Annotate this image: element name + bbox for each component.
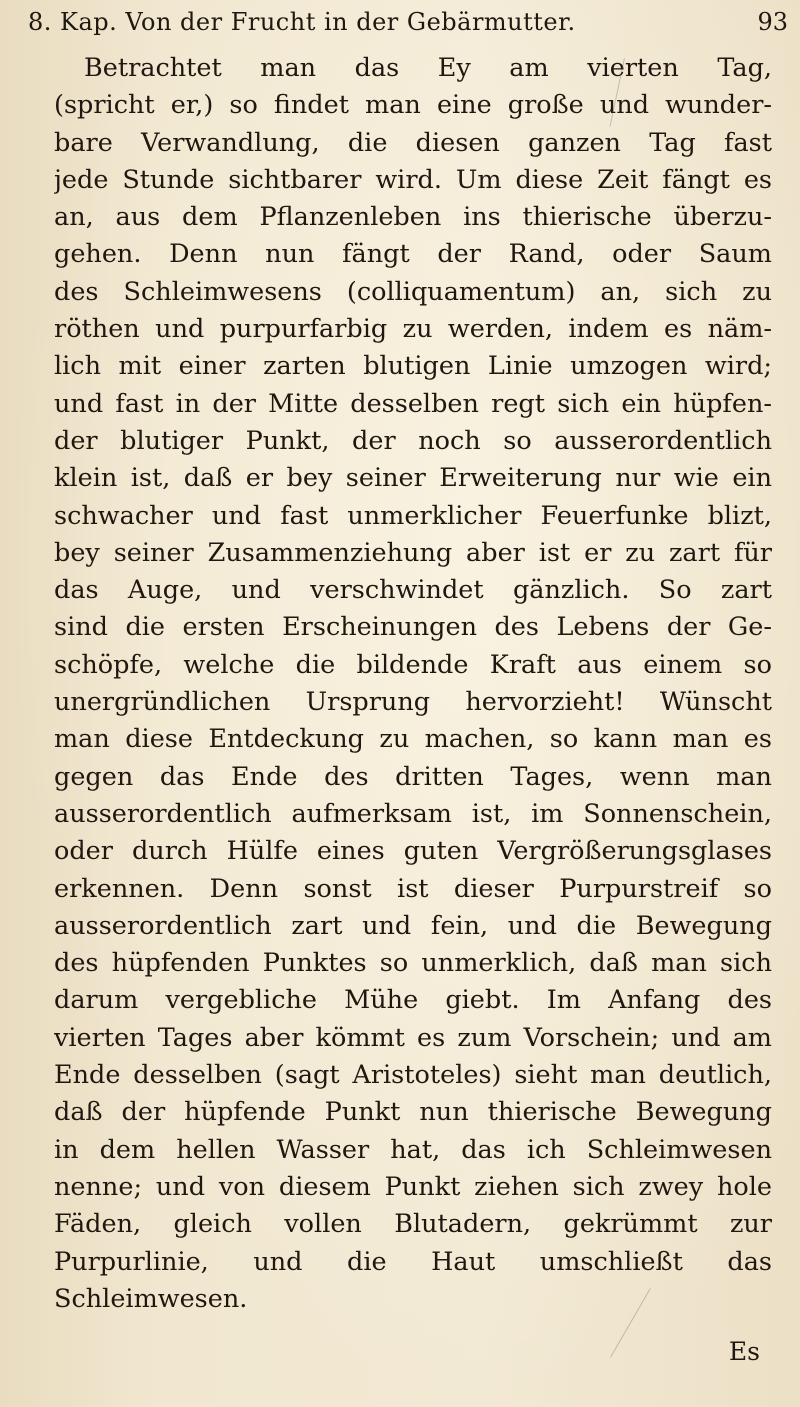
text-line: sind die ersten Erscheinungen des Lebens der Ge-	[54, 612, 772, 643]
text-line: lich mit einer zarten blutigen Linie umzogen wird;	[54, 351, 772, 382]
text-line: gehen. Denn nun fängt der Rand, oder Saum	[54, 239, 772, 270]
text-line: in dem hellen Wasser hat, das ich Schleimwesen	[54, 1134, 772, 1165]
text-line: Schleimwesen.	[54, 1283, 248, 1314]
text-line: vierten Tages aber kömmt es zum Vorschein; und am	[54, 1022, 772, 1053]
text-line: schöpfe, welche die bildende Kraft aus einem so	[54, 649, 772, 680]
text-line: das Auge, und verschwindet gänzlich. So zart	[54, 575, 772, 606]
page-header	[28, 8, 788, 42]
text-line: erkennen. Denn sonst ist dieser Purpurstreif so	[54, 873, 772, 904]
text-line: Purpurlinie, und die Haut umschließt das	[54, 1246, 772, 1277]
text-line: der blutiger Punkt, der noch so ausserordentlich	[54, 425, 772, 456]
text-line: daß der hüpfende Punkt nun thierische Bewegung	[54, 1097, 772, 1128]
text-line: ausserordentlich aufmerksam ist, im Sonnenschein,	[54, 798, 772, 829]
running-head: 8. Kap. Von der Frucht in der Gebärmutter.	[28, 8, 576, 36]
text-line: bey seiner Zusammenziehung aber ist er zu zart für	[54, 537, 772, 568]
text-line: (spricht er,) so findet man eine große und wunder-	[54, 90, 772, 121]
text-line: Ende desselben (sagt Aristoteles) sieht man deutlich,	[54, 1060, 772, 1091]
text-line: Betrachtet man das Ey am vierten Tag,	[84, 53, 772, 83]
catchword: Es	[728, 1337, 760, 1366]
page-number: 93	[757, 8, 788, 36]
text-line: bare Verwandlung, die diesen ganzen Tag fast	[54, 127, 772, 158]
text-line: röthen und purpurfarbig zu werden, indem es näm-	[54, 314, 772, 345]
text-line: oder durch Hülfe eines guten Vergrößerungsglases	[54, 836, 772, 867]
text-line: nenne; und von diesem Punkt ziehen sich zwey hole	[54, 1171, 772, 1202]
body-text	[54, 50, 772, 1318]
text-line: an, aus dem Pflanzenleben ins thierische überzu-	[54, 202, 772, 233]
text-line: des hüpfenden Punktes so unmerklich, daß man sich	[54, 948, 772, 979]
text-line: ausserordentlich zart und fein, und die Bewegung	[54, 910, 772, 941]
text-line: klein ist, daß er bey seiner Erweiterung nur wie ein	[54, 463, 772, 494]
text-line: darum vergebliche Mühe giebt. Im Anfang des	[54, 985, 772, 1016]
text-line: Fäden, gleich vollen Blutadern, gekrümmt zur	[54, 1209, 772, 1240]
text-line: unergründlichen Ursprung hervorzieht! Wünscht	[54, 687, 772, 718]
text-line: man diese Entdeckung zu machen, so kann man es	[54, 724, 772, 755]
text-line: schwacher und fast unmerklicher Feuerfunke blizt,	[54, 500, 772, 531]
text-line: des Schleimwesens (colliquamentum) an, sich zu	[54, 276, 772, 307]
text-line: und fast in der Mitte desselben regt sich ein hüpfen-	[54, 388, 772, 419]
text-line: jede Stunde sichtbarer wird. Um diese Zeit fängt es	[54, 164, 772, 195]
text-line: gegen das Ende des dritten Tages, wenn man	[54, 761, 772, 792]
